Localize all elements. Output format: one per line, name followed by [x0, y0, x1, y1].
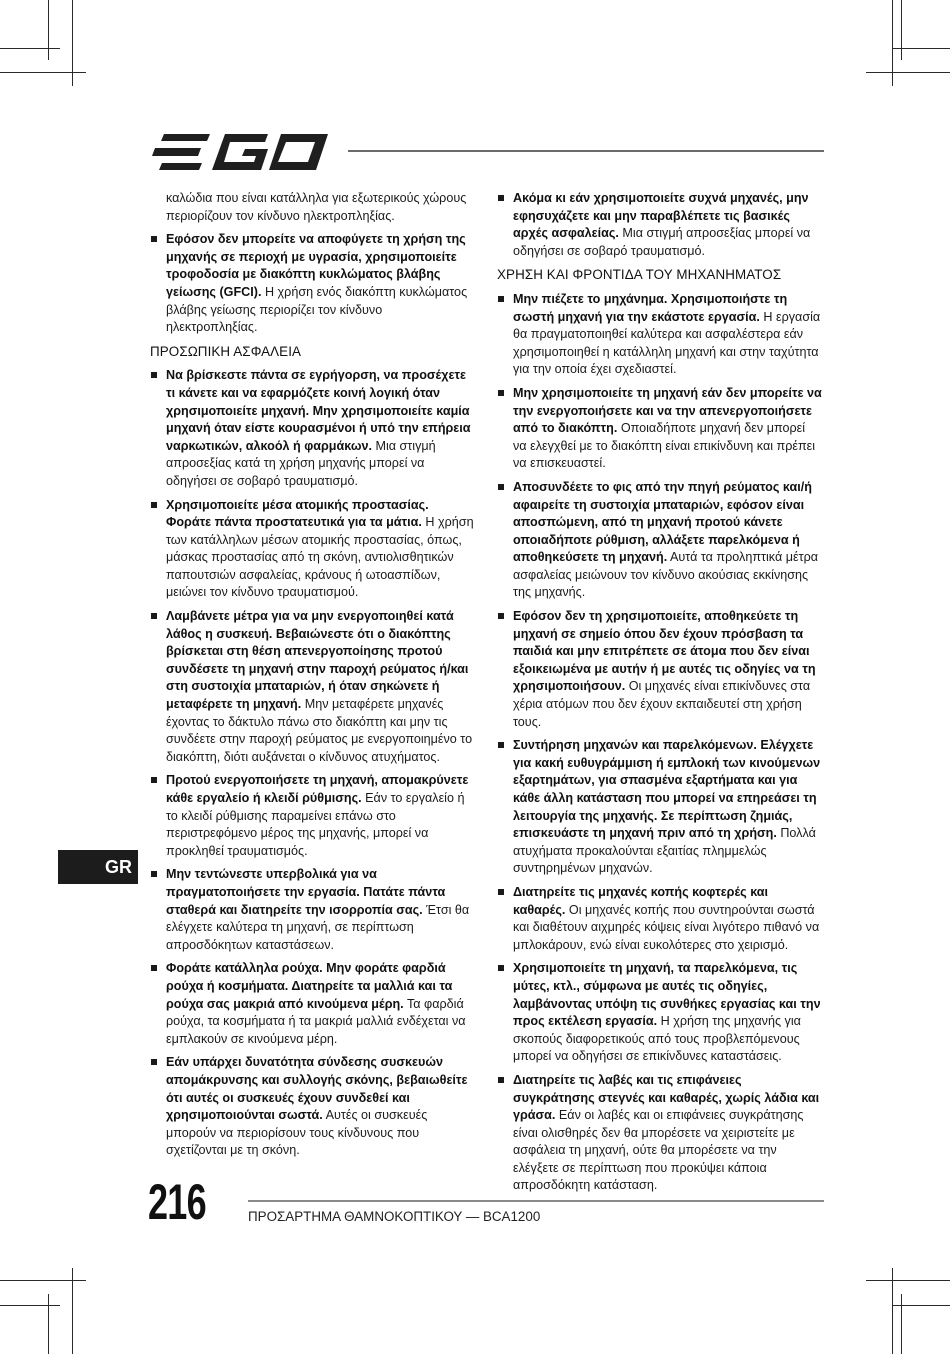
- bullet-item: [150, 772, 475, 860]
- crop-mark: [866, 72, 950, 73]
- bullet-item-bold: Χρησιμοποιείτε μέσα ατομικής προστασίας. Φοράτε πάντα προστατευτικά για τα μάτια.: [166, 497, 429, 530]
- square-bullet-icon: [151, 1059, 157, 1065]
- footer-rule: [248, 1200, 824, 1202]
- bullet-item: [150, 960, 475, 1048]
- bullet-item-bold: Εάν υπάρχει δυνατότητα σύνδεσης συσκευών απομάκρυνσης και συλλογής σκόνης, βεβαιωθείτε ότι αυτές οι συσκευές έχουν συνδεθεί και χρησιμοποιούνται σωστά.: [166, 1055, 468, 1123]
- bullet-item: [497, 385, 822, 473]
- bullet-item-text: Η χρήση ενός διακόπτη κυκλώματος βλάβης γείωσης περιορίζει τον κίνδυνο ηλεκτροπληξίας.: [166, 284, 468, 335]
- page-number: 216: [148, 1174, 206, 1230]
- bullet-item-text: Αυτά τα προληπτικά μέτρα ασφαλείας μειώνουν τον κίνδυνο ακούσιας εκκίνησης της μηχανής.: [513, 550, 819, 600]
- bullet-item-bold: Μην πιέζετε το μηχάνημα. Χρησιμοποιήστε τη σωστή μηχανή για την εκάστοτε εργασία.: [513, 291, 788, 324]
- square-bullet-icon: [151, 613, 157, 619]
- bullet-item: [497, 884, 822, 954]
- bullet-item-text: Μια στιγμή απροσεξίας κατά τη χρήση μηχανής μπορεί να οδηγήσει σε σοβαρό τραυματισμό.: [166, 438, 436, 488]
- bullet-item-bold: Χρησιμοποιείτε τη μηχανή, τα παρελκόμενα, τις μύτες, κτλ., σύμφωνα με αυτές τις οδηγίες, λαμβάνοντας υπόψη τις συνθήκες εργασίας και την προς εκτέλεση εργασία.: [513, 961, 821, 1029]
- square-bullet-icon: [498, 1077, 504, 1083]
- square-bullet-icon: [498, 613, 504, 619]
- bullet-item-text: Οι μηχανές κοπής που συντηρούνται σωστά και διαθέτουν αιχμηρές κόψεις είναι λιγότερο πιθανό να μπλοκάρουν, ενώ είναι ευκολότερες στο χειρισμό.: [513, 902, 820, 952]
- crop-mark: [48, 1294, 49, 1354]
- crop-mark: [0, 72, 86, 73]
- crop-mark: [0, 1280, 86, 1281]
- left-column: [150, 190, 475, 1166]
- square-bullet-icon: [151, 871, 157, 877]
- bullet-item: [150, 497, 475, 603]
- bullet-item-text: Πολλά ατυχήματα προκαλούνται εξαιτίας πλημμελώς συντηρημένων μηχανών.: [513, 826, 816, 876]
- section-title-personal-safety: ΠΡΟΣΩΠΙΚΗ ΑΣΦΑΛΕΙΑ: [150, 343, 302, 359]
- bullet-item-bold: Φοράτε κατάλληλα ρούχα. Μην φοράτε φαρδιά ρούχα ή κοσμήματα. Διατηρείτε τα μαλλιά και τα ρούχα σας μακριά από κινούμενα μέρη.: [166, 961, 453, 1011]
- footer-title: ΠΡΟΣΑΡΤΗΜΑ ΘΑΜΝΟΚΟΠΤΙΚΟΥ — BCA1200: [248, 1209, 541, 1224]
- bullet-item-text: Η εργασία θα πραγματοποιηθεί καλύτερα και ασφαλέστερα εάν χρησιμοποιηθεί η κατάλληλη μηχανή και στην ταχύτητα για την οποία έχει σχεδιαστεί.: [513, 309, 821, 377]
- square-bullet-icon: [151, 777, 157, 783]
- bullet-item-text: Η χρήση της μηχανής για σκοπούς διαφορετικούς από τους προβλεπόμενους μπορεί να οδηγήσει σε επικίνδυνες καταστάσεις.: [513, 1014, 801, 1064]
- crop-mark: [892, 1305, 950, 1306]
- bullet-item-bold: Εφόσον δεν μπορείτε να αποφύγετε τη χρήση της μηχανής σε περιοχή με υγρασία, χρησιμοποιείτε τροφοδοσία με διακόπτη κυκλώματος βλάβης γείωσης (GFCI).: [166, 232, 466, 299]
- bullet-item: [150, 866, 475, 954]
- square-bullet-icon: [498, 965, 504, 971]
- bullet-item: [497, 1072, 822, 1195]
- crop-mark: [72, 0, 73, 86]
- bullet-item: [150, 231, 475, 337]
- bullet-item-text: Οποιαδήποτε μηχανή δεν μπορεί να ελεγχθεί με το διακόπτη είναι επικίνδυνη και πρέπει να επισκευαστεί.: [513, 421, 816, 471]
- crop-mark: [892, 0, 893, 86]
- bullet-item-bold: Διατηρείτε τις λαβές και τις επιφάνειες συγκράτησης στεγνές και καθαρές, χωρίς λάδια και γράσα.: [513, 1072, 820, 1123]
- bullet-item-text: Μια στιγμή απροσεξίας μπορεί να οδηγήσει σε σοβαρό τραυματισμό.: [513, 226, 811, 258]
- bullet-item: [497, 479, 822, 602]
- bullet-item-bold: Συντήρηση μηχανών και παρελκόμενων. Ελέγχετε για κακή ευθυγράμμιση ή εμπλοκή των κινούμενων εξαρτημάτων, για σπασμένα εξαρτήματα και για κάθε άλλη κατάσταση που μπορεί να επηρεάσει τη λειτουργία της μηχανής. Σε περίπτωση ζημιάς, επισκευάστε τη μηχανή πριν από τη χρήση.: [513, 738, 821, 841]
- bullet-item-bold: Διατηρείτε τις μηχανές κοπής κοφτερές και καθαρές.: [513, 884, 769, 917]
- square-bullet-icon: [151, 965, 157, 971]
- crop-mark: [0, 1305, 60, 1306]
- square-bullet-icon: [498, 296, 504, 302]
- bullet-item: [150, 1054, 475, 1160]
- right-column: [497, 190, 822, 1201]
- bullet-item-text: Αυτές οι συσκευές μπορούν να περιορίσουν τους κίνδυνους που σχετίζονται με τη σκόνη.: [166, 1108, 428, 1158]
- bullet-item-text: Η χρήση των κατάλληλων μέσων ατομικής προστασίας, όπως, μάσκας προστασίας από τη σκόνη, αντιολισθητικών παπουτσιών ασφαλείας, κράνους ή ωτοασπίδων, μειώνει τον κίνδυνο τραυματισμού.: [166, 515, 474, 600]
- square-bullet-icon: [151, 502, 157, 508]
- bullet-item: [497, 960, 822, 1066]
- bullet-item-bold: Αποσυνδέετε το φις από την πηγή ρεύματος και/ή αφαιρείτε τη συστοιχία μπαταριών, εφόσον είναι αποσπώμενη, από τη μηχανή προτού κάνετε οποιαδήποτε ρύθμιση, αλλάξετε παρελκόμενα ή αποθηκεύσετε τη μηχανή.: [513, 479, 812, 565]
- bullet-item-text: Οι μηχανές είναι επικίνδυνες στα χέρια ατόμων που δεν έχουν εκπαιδευτεί στη χρήση τους.: [513, 679, 811, 729]
- section-title-use-and-care: ΧΡΗΣΗ ΚΑΙ ΦΡΟΝΤΙΔΑ ΤΟΥ ΜΗΧΑΝΗΜΑΤΟΣ: [497, 267, 782, 283]
- bullet-item-bold: Ακόμα κι εάν χρησιμοποιείτε συχνά μηχανές, μην εφησυχάζετε και μην παραβλέπετε τις βασικές αρχές ασφαλείας.: [513, 191, 809, 241]
- ego-logo: [150, 134, 330, 170]
- crop-mark: [866, 1280, 950, 1281]
- square-bullet-icon: [498, 390, 504, 396]
- bullet-item: [150, 367, 475, 490]
- square-bullet-icon: [498, 484, 504, 490]
- crop-mark: [892, 48, 950, 49]
- crop-mark: [901, 0, 902, 60]
- bullet-item: [497, 608, 822, 731]
- bullet-item-bold: Να βρίσκεστε πάντα σε εγρήγορση, να προσέχετε τι κάνετε και να εφαρμόζετε κοινή λογική όταν χρησιμοποιείτε μηχανή. Μην χρησιμοποιείτε καμία μηχανή όταν είστε κουρασμένοι ή υπό την επήρεια ναρκωτικών, αλκοόλ ή φαρμάκων.: [166, 368, 471, 453]
- language-tab-label: GR: [105, 857, 132, 877]
- square-bullet-icon: [498, 742, 504, 748]
- bullet-item: [497, 190, 822, 260]
- bullet-item: [497, 737, 822, 878]
- crop-mark: [901, 1294, 902, 1354]
- intro-text: καλώδια που είναι κατάλληλα για εξωτερικούς χώρους περιορίζουν τον κίνδυνο ηλεκτροπληξίας.: [166, 191, 467, 223]
- bullet-item-bold: Λαμβάνετε μέτρα για να μην ενεργοποιηθεί κατά λάθος η συσκευή. Βεβαιώνεστε ότι ο διακόπτης βρίσκεται στη θέση απενεργοποίησης προτού συνδέσετε τη μηχανή στην παροχή ρεύματος ή/και στη συστοιχία μπαταριών, ή όταν σηκώνετε ή μεταφέρετε τη μηχανή.: [166, 609, 469, 712]
- bullet-item-bold: Μην χρησιμοποιείτε τη μηχανή εάν δεν μπορείτε να την ενεργοποιήσετε και να την απενεργοποιήσετε από το διακόπτη.: [513, 385, 822, 436]
- crop-mark: [0, 48, 60, 49]
- crop-mark: [48, 0, 49, 60]
- bullet-item-text: Εάν το εργαλείο ή το κλειδί ρύθμισης παραμείνει επάνω στο περιστρεφόμενο μέρος της μηχανής, μπορεί να προκληθεί τραυματισμός.: [166, 791, 465, 858]
- square-bullet-icon: [498, 889, 504, 895]
- bullet-item-bold: Μην τεντώνεστε υπερβολικά για να πραγματοποιήσετε την εργασία. Πατάτε πάντα σταθερά και διατηρείτε την ισορροπία σας.: [166, 867, 446, 917]
- bullet-item-text: Εάν οι λαβές και οι επιφάνειες συγκράτησης είναι ολισθηρές δεν θα μπορέσετε να χειριστείτε με ασφάλεια τη μηχανή, ούτε θα μπορέσετε να την ελέγξετε σε περίπτωση που προκύψει κάποια απροσδόκητη κατάσταση.: [513, 1108, 804, 1193]
- bullet-item-text: Τα φαρδιά ρούχα, τα κοσμήματα ή τα μακριά μαλλιά ενδέχεται να εμπλακούν σε κινούμενα μέρη.: [166, 996, 466, 1046]
- language-tab: [58, 850, 138, 884]
- square-bullet-icon: [498, 195, 504, 201]
- bullet-item: [150, 608, 475, 766]
- bullet-item-text: Έτσι θα ελέγχετε καλύτερα τη μηχανή, σε περίπτωση απροσδόκητων καταστάσεων.: [166, 902, 470, 952]
- bullet-item-bold: Προτού ενεργοποιήσετε τη μηχανή, απομακρύνετε κάθε εργαλείο ή κλειδί ρύθμισης.: [166, 773, 469, 805]
- bullet-item: [497, 291, 822, 379]
- square-bullet-icon: [151, 236, 157, 242]
- bullet-item-text: Μην μεταφέρετε μηχανές έχοντας το δάκτυλο πάνω στο διακόπτη και μην τις συνδέετε στην παροχή ρεύματος με ενεργοποιημένο το διακόπτη, διότι αυξάνεται ο κίνδυνος ατυχήματος.: [166, 697, 473, 764]
- bullet-item-bold: Εφόσον δεν τη χρησιμοποιείτε, αποθηκεύετε τη μηχανή σε σημείο όπου δεν έχουν πρόσβαση τα παιδιά και μην επιτρέπετε σε άτομα που δεν είναι εξοικειωμένα με αυτήν ή με αυτές τις οδηγίες να τη χρησιμοποιήσουν.: [513, 609, 816, 694]
- square-bullet-icon: [151, 372, 157, 378]
- header-rule: [348, 150, 824, 152]
